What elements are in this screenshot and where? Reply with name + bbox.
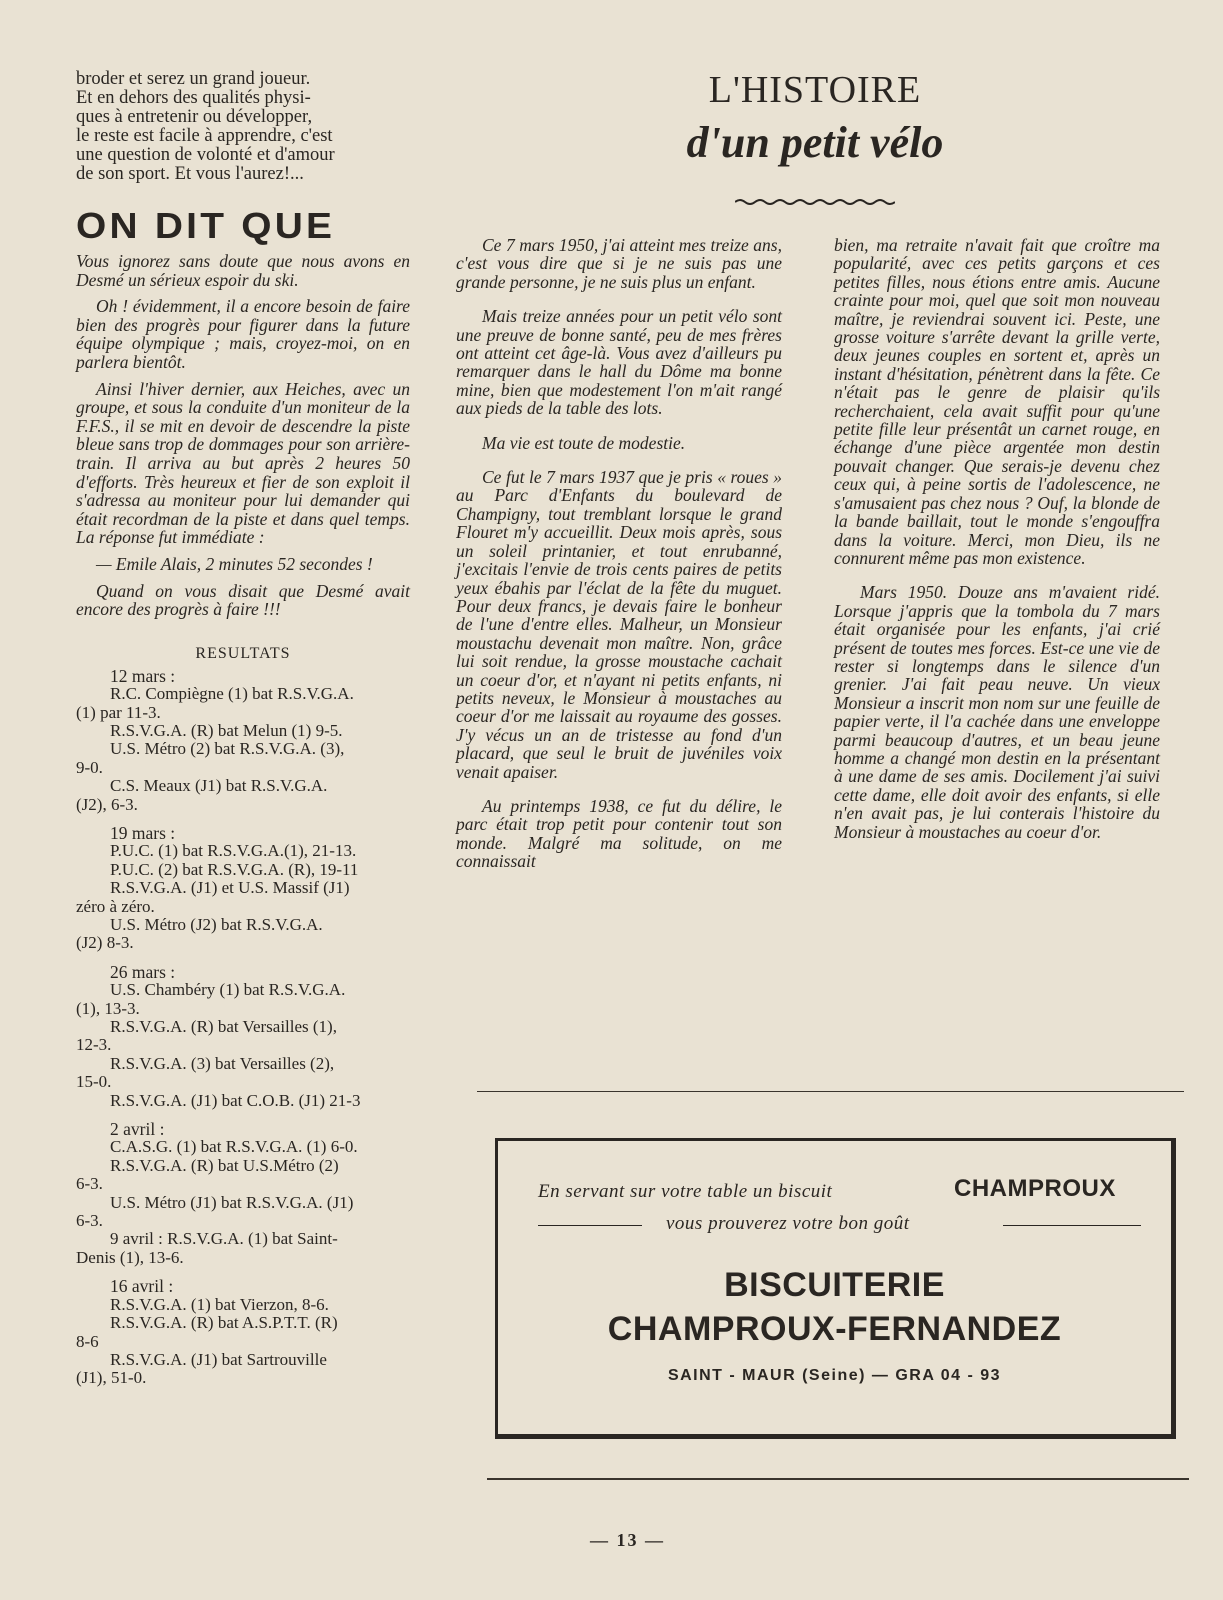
ad-brand: CHAMPROUX: [954, 1175, 1116, 1202]
result-line: C.A.S.G. (1) bat R.S.V.G.A. (1) 6-0.: [110, 1137, 358, 1157]
result-line: (1) par 11-3.: [76, 702, 161, 722]
story-paragraph: Au printemps 1938, ce fut du délire, le parc était trop petit pour contenir tout son monde. Malgré ma solitude, on me connaissait: [456, 795, 782, 872]
result-line: R.S.V.G.A. (R) bat Melun (1) 9-5.: [110, 720, 343, 740]
result-line: 9 avril : R.S.V.G.A. (1) bat Saint-: [110, 1229, 338, 1249]
ad-company: [498, 1263, 1171, 1351]
results-heading: RESULTATS: [195, 644, 291, 662]
result-line: R.S.V.G.A. (3) bat Versailles (2),: [110, 1053, 335, 1073]
result-line: 8-6: [76, 1331, 99, 1351]
result-line: (J1), 51-0.: [76, 1368, 147, 1388]
story-paragraph: Ce fut le 7 mars 1937 que je pris « roues » au Parc d'Enfants du boulevard de Champigny, tout tremblant lorsque le grand Flouret m'y accueillit. Deux mois après, sous un soleil printanier, et tout enrubanné, j'excitais l'envie de trois cents paires de petits yeux ébahis par l'éclat de la fête du muguet. Pour deux francs, je devais faire le bonheur de l'une d'entre elles. Malheur, un Monsieur moustachu devenait mon maître. Non, grâce lui soit rendue, la grosse moustache cachait un coeur d'or, et n'ayant ni petits enfants, ni petits neveux, le Monsieur à moustaches au coeur d'or me laissait au royaume des gosses. J'y vécus un an de tristesse au fond d'un placard, que seul le bruit de juvéniles voix venait apaiser.: [456, 467, 782, 782]
result-line: R.S.V.G.A. (J1) et U.S. Massif (J1): [110, 878, 350, 898]
result-line: R.S.V.G.A. (J1) bat Sartrouville: [110, 1349, 327, 1369]
result-line: R.S.V.G.A. (R) bat U.S.Métro (2): [110, 1155, 339, 1175]
wavy-ornament: [735, 198, 895, 206]
story-column-1: [456, 236, 782, 887]
story-title: [470, 68, 1160, 168]
result-line: R.C. Compiègne (1) bat R.S.V.G.A.: [110, 684, 354, 704]
page-number: — 13 —: [590, 1530, 665, 1550]
article-paragraph: Ainsi l'hiver dernier, aux Heiches, avec un groupe, et sous la conduite d'un moniteur de la F.F.S., il se mit en devoir de descendre la piste bleue sans trop de dommages pour son arrière-train. Il arriva au but après 2 heures 50 d'efforts. Très heureux et fier de son exploit il s'adressa au moniteur pour lui demander qui était recordman de la piste et dans quel temps. La réponse fut immédiate :: [76, 378, 410, 548]
story-paragraph: Ma vie est toute de modestie.: [482, 432, 686, 453]
intro-paragraph: [76, 70, 410, 184]
story-paragraph: Ce 7 mars 1950, j'ai atteint mes treize ans, c'est vous dire que si je ne suis pas une grande personne, je ne suis plus un enfant.: [456, 235, 782, 292]
result-line: U.S. Chambéry (1) bat R.S.V.G.A.: [110, 980, 346, 1000]
ad-company-line1: BISCUITERIE: [724, 1266, 945, 1304]
article-paragraph: Quand on vous disait que Desmé avait encore des progrès à faire !!!: [76, 580, 410, 620]
article-paragraph: Vous ignorez sans doute que nous avons en Desmé un sérieux espoir du ski.: [76, 251, 410, 290]
intro-line: broder et serez un grand joueur.: [76, 69, 311, 89]
result-line: P.U.C. (1) bat R.S.V.G.A.(1), 21-13.: [110, 841, 357, 861]
divider-rule: [487, 1478, 1189, 1480]
result-line: U.S. Métro (J1) bat R.S.V.G.A. (J1): [110, 1192, 354, 1212]
result-line: 9-0.: [76, 757, 103, 777]
result-line: Denis (1), 13-6.: [76, 1247, 184, 1267]
result-line: (J2) 8-3.: [76, 933, 134, 953]
story-column-2: [834, 236, 1160, 857]
advertisement-box: [495, 1138, 1176, 1439]
story-paragraph: bien, ma retraite n'avait fait que croître ma popularité, avec ces petits garçons et ces petites filles, nous étions entre amis. Aucune crainte pour moi, quel que soit mon nouveau maître, je reviendrai souvent ici. Peste, une grosse voiture s'arrête devant la grille verte, deux jeunes couples en sortent et, après un instant d'hésitation, pénètrent dans la fête. Ce n'était pas le genre de plaisir qu'ils recherchaient, cela avait suffit pour qu'une petite fille leur présentât un carnet rouge, en échange d'une pièce argentée mon destin pouvait changer. Que serais-je devenu chez ceux qui, à peine sortis de l'adolescence, ne s'amusaient pas chez nous ? Ouf, la blonde de la bande baillait, tout le monde s'engouffra dans la voiture. Merci, mon Dieu, ils ne connurent même pas mon existence.: [834, 235, 1160, 568]
result-line: R.S.V.G.A. (1) bat Vierzon, 8-6.: [110, 1294, 329, 1314]
results-date: 16 avril :: [110, 1276, 174, 1297]
result-line: U.S. Métro (2) bat R.S.V.G.A. (3),: [110, 739, 345, 759]
result-line: R.S.V.G.A. (R) bat A.S.P.T.T. (R): [110, 1313, 338, 1333]
intro-line: le reste est facile à apprendre, c'est: [76, 126, 333, 146]
result-line: zéro à zéro.: [76, 896, 155, 916]
ad-tagline-2: vous prouverez votre bon goût: [666, 1213, 910, 1234]
left-column: [76, 70, 410, 1388]
results-list: [76, 667, 410, 1388]
story-title-line2: d'un petit vélo: [686, 118, 944, 167]
result-line: R.S.V.G.A. (J1) bat C.O.B. (J1) 21-3: [110, 1090, 361, 1110]
result-line: (1), 13-3.: [76, 998, 140, 1018]
ad-dash: [1003, 1225, 1141, 1226]
result-line: 6-3.: [76, 1174, 103, 1194]
results-date: 12 mars :: [110, 665, 176, 686]
story-title-line1: L'HISTOIRE: [708, 69, 922, 111]
intro-line: Et en dehors des qualités physi-: [76, 88, 311, 108]
intro-line: ques à entretenir ou développer,: [76, 107, 313, 127]
results-date: 2 avril :: [110, 1119, 165, 1140]
result-line: P.U.C. (2) bat R.S.V.G.A. (R), 19-11: [110, 859, 359, 879]
result-line: 12-3.: [76, 1035, 112, 1055]
result-line: R.S.V.G.A. (R) bat Versailles (1),: [110, 1017, 337, 1036]
ad-address: SAINT - MAUR (Seine) — GRA 04 - 93: [667, 1367, 1002, 1384]
article-paragraph: Oh ! évidemment, il a encore besoin de faire bien des progrès pour figurer dans la future équipe olympique ; mais, croyez-moi, on en parlera bientôt.: [76, 296, 410, 372]
story-paragraph: Mais treize années pour un petit vélo sont une preuve de bonne santé, peu de mes frères ont atteint cet âge-là. Vous avez d'ailleurs pu remarquer dans le hall du Dôme ma bonne mine, bien que modestement l'on m'ait rangé aux pieds de la table des lots.: [456, 306, 782, 419]
ad-dash: [538, 1225, 642, 1226]
result-line: (J2), 6-3.: [76, 794, 138, 814]
result-line: C.S. Meaux (J1) bat R.S.V.G.A.: [110, 776, 328, 796]
story-paragraph: Mars 1950. Douze ans m'avaient ridé. Lorsque j'appris que la tombola du 7 mars était organisée pour les enfants, j'ai crié présent de toutes mes forces. Est-ce une vie de rester si longtemps dans le silence d'un grenier. J'ai fait peau neuve. Un vieux Monsieur a inscrit mon nom sur une feuille de papier verte, il l'a cachée dans une enveloppe parmi beaucoup d'autres, et un beau jeune homme a changé mon destin en la présentant à une dame de ses amis. Docilement j'ai suivi cette dame, elle doit avoir des enfants, si elle n'en avait pas, je lui conterais l'histoire du Monsieur à moustaches au coeur d'or.: [834, 582, 1160, 842]
on-dit-que-heading: ON DIT QUE: [76, 205, 336, 246]
intro-line: une question de volonté et d'amour: [76, 145, 335, 165]
result-line: 15-0.: [76, 1072, 112, 1092]
on-dit-que-article: [76, 252, 410, 619]
divider-rule: [477, 1091, 1184, 1092]
result-line: U.S. Métro (J2) bat R.S.V.G.A.: [110, 914, 323, 934]
article-paragraph: — Emile Alais, 2 minutes 52 secondes !: [96, 553, 373, 574]
results-date: 26 mars :: [110, 961, 176, 982]
intro-line: de son sport. Et vous l'aurez!...: [76, 164, 304, 184]
ad-company-line2: CHAMPROUX-FERNANDEZ: [607, 1310, 1062, 1348]
ad-tagline-1: En servant sur votre table un biscuit: [538, 1181, 833, 1202]
result-line: 6-3.: [76, 1211, 103, 1231]
results-date: 19 mars :: [110, 822, 176, 843]
